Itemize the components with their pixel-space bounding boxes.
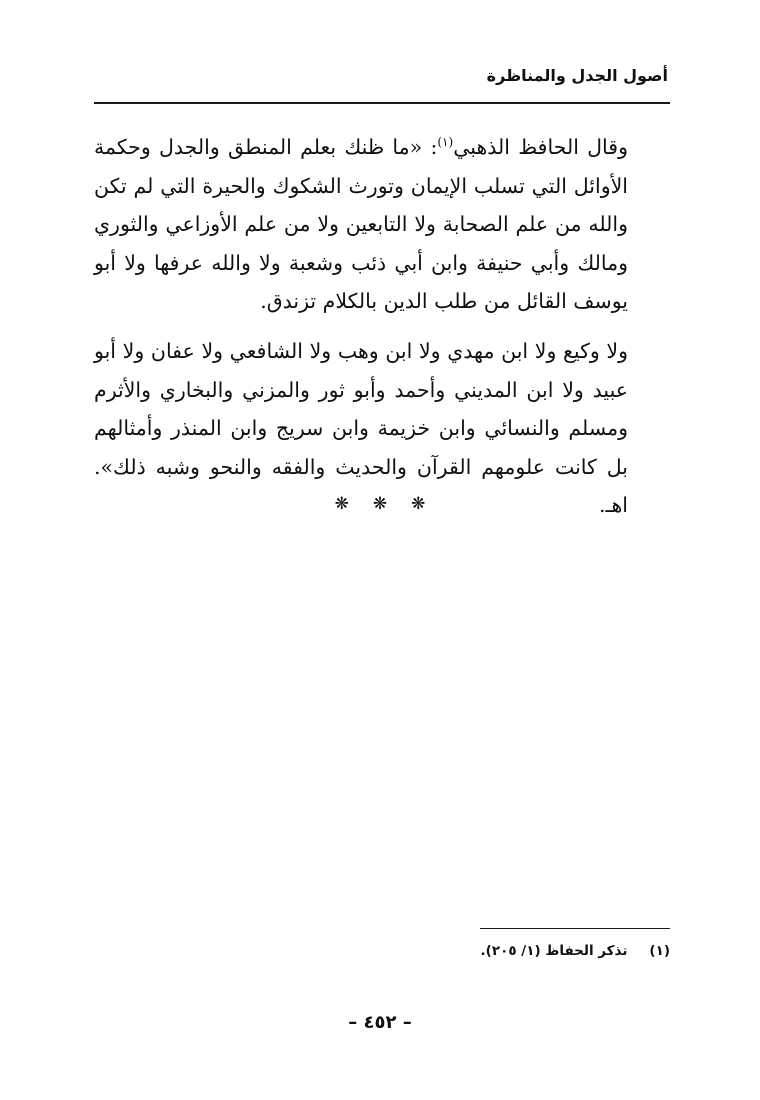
footnote-number: (١): [649, 943, 670, 959]
paragraph-1: [94, 128, 668, 321]
footnote-1: [481, 943, 670, 959]
separator-star-icon: ❋: [334, 494, 349, 514]
footnote-divider: [480, 928, 670, 929]
paragraph-1-intro: وقال الحافظ الذهبي: [453, 135, 628, 159]
running-header: أصول الجدل والمناظرة: [486, 66, 668, 85]
separator-star-icon: ❋: [372, 494, 388, 514]
section-separator: [0, 494, 760, 514]
paragraph-2-text: ولا وكيع ولا ابن مهدي ولا ابن وهب ولا الشافعي ولا عفان ولا أبو عبيد ولا ابن المديني وأحمد وأبو ثور والمزني والبخاري والأثرم ومسلم والنسائي وابن خزيمة وابن سريج وابن المنذر وأمثالهم بل كانت علومهم القرآن والحديث والفقه والنحو وشبه ذلك». اهـ.: [94, 339, 628, 517]
header-divider: [94, 102, 670, 104]
page-number: – ٤٥٢ –: [348, 1012, 412, 1033]
footnote-text: تذكر الحفاظ (١/ ٢٠٥).: [480, 943, 628, 959]
footnote-reference[interactable]: (١): [437, 135, 454, 149]
separator-star-icon: ❋: [411, 494, 426, 514]
paragraph-1-text: : «ما ظنك بعلم المنطق والجدل وحكمة الأوائل التي تسلب الإيمان وتورث الشكوك والحيرة التي لم تكن والله من علم الصحابة ولا التابعين ولا من علم الأوزاعي والثوري ومالك وأبي حنيفة وابن أبي ذئب وشعبة ولا والله عرفها ولا أبو يوسف القائل من طلب الدين بالكلام تزندق.: [94, 135, 628, 313]
